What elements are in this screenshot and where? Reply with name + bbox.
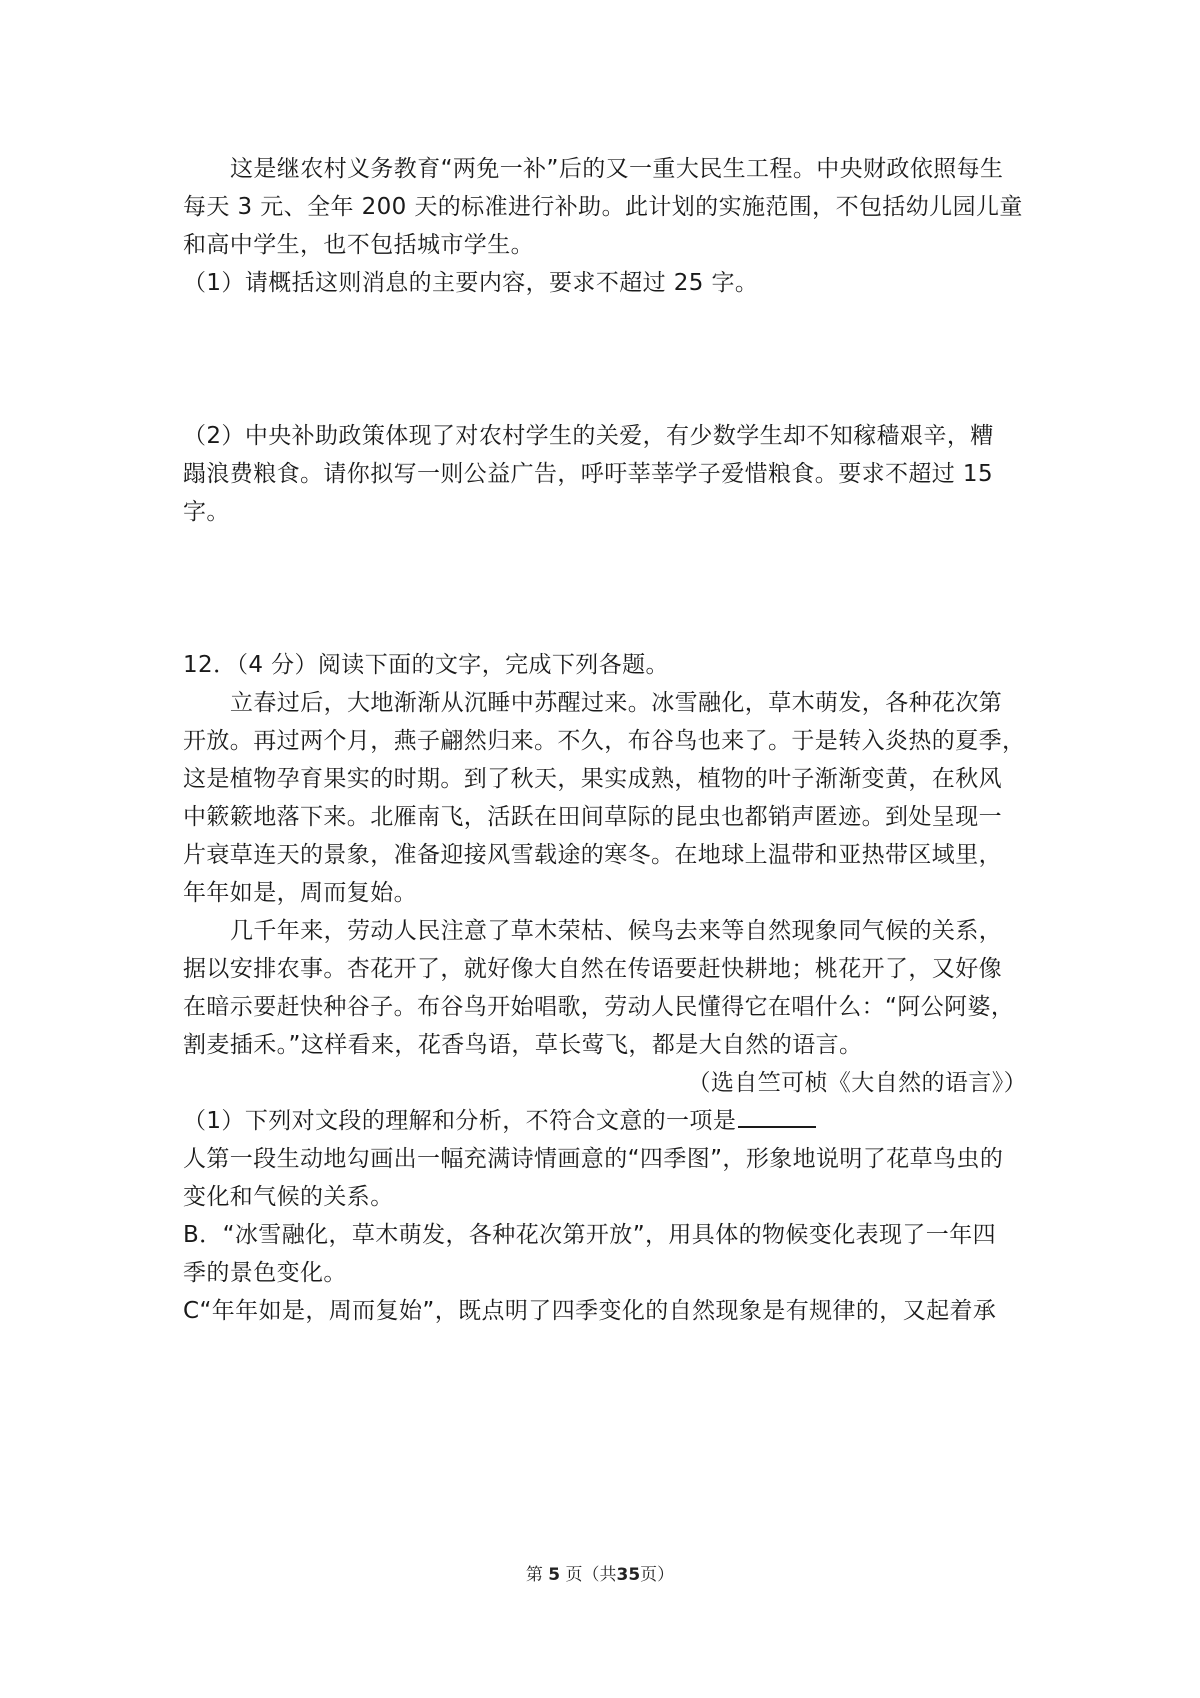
passage-p1-line-3: 这是植物孕育果实的时期。到了秋天，果实成熟，植物的叶子渐渐变黄，在秋风	[183, 766, 1002, 792]
passage-p1-line-1: 立春过后，大地渐渐从沉睡中苏醒过来。冰雪融化，草木萌发，各种花次第	[230, 690, 1003, 716]
option-a-line-2: 变化和气候的关系。	[183, 1184, 394, 1210]
passage-p2-line-4: 割麦插禾。”这样看来，花香鸟语，草长莺飞，都是大自然的语言。	[183, 1032, 863, 1058]
footer-page-number: 5	[548, 1565, 561, 1585]
passage-source: （选自竺可桢《大自然的语言》）	[687, 1070, 1027, 1096]
passage-p1-line-2: 开放。再过两个月，燕子翩然归来。不久，布谷鸟也来了。于是转入炎热的夏季，	[183, 728, 1026, 754]
footer-middle: 页（共	[565, 1565, 617, 1585]
question-11-2-line-2: 蹋浪费粮食。请你拟写一则公益广告，呼吁莘莘学子爱惜粮食。要求不超过 15	[183, 461, 993, 487]
answer-space-11-2	[183, 531, 1033, 646]
answer-blank[interactable]	[738, 1102, 816, 1128]
passage-p1-line-5: 片衰草连天的景象，准备迎接风雪载途的寒冬。在地球上温带和亚热带区域里，	[183, 842, 1002, 868]
intro-line-2: 每天 3 元、全年 200 天的标准进行补助。此计划的实施范围，不包括幼儿园儿童	[183, 194, 1023, 220]
question-11-2-line-3: 字。	[183, 499, 230, 525]
footer-total-pages: 35	[616, 1565, 641, 1585]
question-12-header: 12．（4 分）阅读下面的文字，完成下列各题。	[183, 652, 669, 678]
passage-p2-line-2: 据以安排农事。杏花开了，就好像大自然在传语要赶快耕地；桃花开了，又好像	[183, 956, 1002, 982]
passage-p2-line-1: 几千年来，劳动人民注意了草木荣枯、候鸟去来等自然现象同气候的关系，	[230, 918, 1003, 944]
question-12-1-text: （1）下列对文段的理解和分析，不符合文意的一项是	[183, 1108, 737, 1134]
passage-p1-line-6: 年年如是，周而复始。	[183, 880, 417, 906]
answer-space-11-1	[183, 302, 1033, 417]
intro-line-3: 和高中学生，也不包括城市学生。	[183, 232, 534, 258]
page-footer	[0, 1560, 1200, 1585]
question-11-1: （1）请概括这则消息的主要内容，要求不超过 25 字。	[183, 270, 759, 296]
question-12-1	[183, 1102, 1033, 1140]
question-11-2-line-1: （2）中央补助政策体现了对农村学生的关爱，有少数学生却不知稼穑艰辛，糟	[183, 423, 994, 449]
option-c-line-1: C“年年如是，周而复始”，既点明了四季变化的自然现象是有规律的，又起着承	[183, 1298, 997, 1324]
passage-p1-line-4: 中簌簌地落下来。北雁南飞，活跃在田间草际的昆虫也都销声匿迹。到处呈现一	[183, 804, 1002, 830]
option-a-line-1: 人第一段生动地勾画出一幅充满诗情画意的“四季图”，形象地说明了花草鸟虫的	[183, 1146, 1004, 1172]
intro-line-1: 这是继农村义务教育“两免一补”后的又一重大民生工程。中央财政依照每生	[230, 156, 1004, 182]
option-b-line-2: 季的景色变化。	[183, 1260, 347, 1286]
option-b-line-1: B．“冰雪融化，草木萌发，各种花次第开放”，用具体的物候变化表现了一年四	[183, 1222, 997, 1248]
page-content	[183, 150, 1033, 1330]
footer-suffix: 页）	[640, 1565, 675, 1585]
footer-prefix: 第	[525, 1565, 543, 1585]
passage-p2-line-3: 在暗示要赶快种谷子。布谷鸟开始唱歌，劳动人民懂得它在唱什么：“阿公阿婆，	[183, 994, 1015, 1020]
